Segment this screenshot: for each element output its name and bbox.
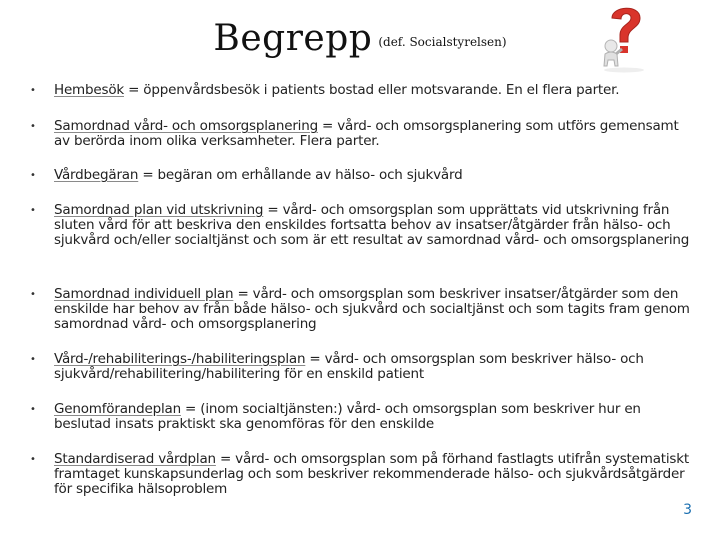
item-text — [54, 203, 690, 248]
term: Standardiserad vårdplan — [54, 451, 216, 467]
item-text — [54, 83, 690, 98]
item-text — [54, 287, 690, 332]
term: Genomförandeplan — [54, 401, 181, 417]
item-text — [54, 119, 690, 149]
definition: = begäran om erhållande av hälso- och sjukvård — [138, 167, 463, 183]
definition: = öppenvårdsbesök i patients bostad eller motsvarande. En el flera parter. — [124, 82, 620, 98]
item-text — [54, 352, 690, 382]
term: Samordnad vård- och omsorgsplanering — [54, 118, 318, 134]
definition: = vård- och omsorgsplan som beskriver insatser/åtgärder som den enskilde har behov av från både hälso- och sjukvård och socialtjänst och som tagits fram genom samordnad vård- och omsorgsplanering — [54, 286, 690, 332]
item-text — [54, 402, 690, 432]
definition: = vård- och omsorgsplan som upprättats vid utskrivning från sluten vård för att beskriva den enskildes fortsatta behov av insatser/åtgärder från hälso- och sjukvård och/eller socialtjänst och som är ett resultat av samordnad vård- och omsorgsplanering — [54, 202, 690, 248]
bullet: • — [30, 404, 36, 415]
bullet: • — [30, 205, 36, 216]
question-person-illustration — [598, 2, 650, 74]
definition: = vård- och omsorgsplan som beskriver hälso- och sjukvård/rehabilitering/habilitering för en enskild patient — [54, 351, 644, 382]
page-title: Begrepp — [213, 18, 373, 59]
bullet: • — [30, 170, 36, 181]
bullet: • — [30, 454, 36, 465]
term: Vårdbegäran — [54, 167, 139, 183]
item-text — [54, 452, 690, 497]
definition: = (inom socialtjänsten:) vård- och omsorgsplan som beskriver hur en beslutad insats praktiskt ska genomföras för den enskilde — [54, 401, 641, 432]
bullet: • — [30, 354, 36, 365]
page-subtitle: (def. Socialstyrelsen) — [378, 35, 507, 49]
term: Samordnad plan vid utskrivning — [54, 202, 264, 218]
page-number: 3 — [683, 502, 692, 518]
definition: = vård- och omsorgsplan som på förhand fastlagts utifrån systematiskt framtaget kunskapsunderlag och som beskriver rekommenderade hälso- och sjukvårdsåtgärder för specifika hälsoproblem — [54, 451, 689, 497]
term: Samordnad individuell plan — [54, 286, 234, 302]
bullet: • — [30, 289, 36, 300]
bullet: • — [30, 85, 36, 96]
term: Vård-/rehabiliterings-/habiliteringsplan — [54, 351, 306, 367]
bullet: • — [30, 121, 36, 132]
term: Hembesök — [54, 82, 124, 98]
definition: = vård- och omsorgsplanering som utförs gemensamt av berörda inom olika verksamheter. Flera parter. — [54, 118, 679, 149]
item-text — [54, 168, 690, 183]
